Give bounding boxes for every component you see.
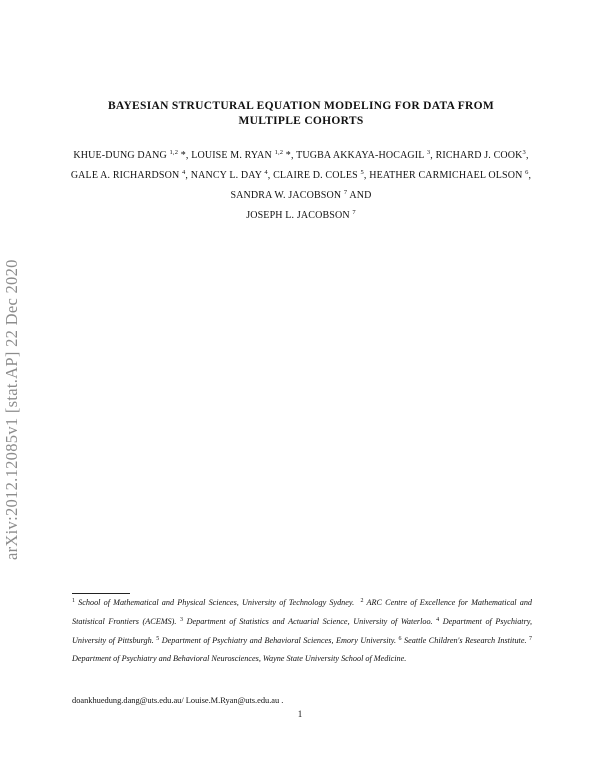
author [436, 150, 529, 161]
affiliation-number: 2 [360, 598, 364, 604]
author-separator: , [525, 150, 529, 161]
author-list [68, 146, 534, 226]
author-name: RICHARD J. COOK [435, 150, 523, 161]
affiliation-text: Department of Psychiatry and Behavioral Neurosciences, Wayne State University School of Medicine. [72, 654, 407, 664]
author-separator: *, [283, 150, 297, 161]
author-affiliation-marker: 4 [182, 169, 186, 176]
author [73, 150, 191, 161]
author-affiliation-marker: 5 [360, 169, 364, 176]
author-name: JOSEPH L. JACOBSON [246, 210, 350, 221]
affiliation-number: 6 [398, 635, 402, 642]
author-separator: , [528, 170, 532, 181]
author [191, 170, 273, 181]
affiliation-text: Department of Psychiatry, University of Pittsburgh. [72, 616, 532, 645]
title-line-2: MULTIPLE COHORTS [238, 115, 364, 127]
author-separator: , [185, 170, 191, 181]
author [71, 170, 191, 181]
author-affiliation-marker: 1,2 [169, 149, 179, 156]
author-separator: , [430, 150, 436, 161]
author [296, 150, 435, 161]
author [230, 190, 371, 201]
corresponding-emails[interactable]: doankhuedung.dang@uts.edu.au/ Louise.M.Ryan@uts.edu.au . [72, 696, 284, 705]
author [273, 170, 369, 181]
author-name: NANCY L. DAY [190, 170, 262, 181]
affiliation-text: ARC Centre of Excellence for Mathematical and Statistical Frontiers (ACEMS). [72, 598, 533, 626]
affiliation-text: School of Mathematical and Physical Sciences, University of Technology Sydney. [78, 598, 355, 607]
author-affiliation-marker: 3 [426, 149, 431, 156]
author-separator: AND [347, 190, 372, 201]
author-name: TUGBA AKKAYA-HOCAGIL [296, 150, 425, 161]
affiliation-number: 3 [180, 616, 183, 623]
author-affiliation-marker: 6 [525, 169, 529, 176]
author-separator: *, [178, 150, 192, 161]
arxiv-watermark: arXiv:2012.12085v1 [stat.AP] 22 Dec 2020 [2, 259, 21, 560]
page-number: 1 [297, 709, 303, 719]
author-affiliation-marker: 4 [264, 169, 268, 176]
author-name: CLAIRE D. COLES [273, 170, 358, 181]
affiliation-number: 7 [529, 635, 532, 642]
author-affiliation-marker: 3 [522, 149, 526, 156]
author-affiliation-marker: 7 [352, 209, 356, 216]
author-affiliation-marker: 1,2 [274, 149, 284, 156]
author-separator: , [363, 170, 370, 181]
affiliation-number: 5 [156, 635, 160, 642]
affiliation-text: Department of Statistics and Actuarial Science, University of Waterloo. [186, 616, 433, 626]
author-name: LOUISE M. RYAN [191, 150, 272, 161]
author [246, 210, 356, 221]
author [369, 170, 531, 181]
affiliations-footnote [72, 594, 532, 669]
affiliation-text: Department of Psychiatry and Behavioral Sciences, Emory University. [161, 635, 397, 645]
author-name: KHUE-DUNG DANG [73, 150, 167, 161]
author-affiliation-marker: 7 [343, 189, 348, 196]
author-name: GALE A. RICHARDSON [70, 170, 180, 181]
paper-title [60, 99, 542, 129]
affiliation-number: 1 [72, 598, 75, 604]
title-line-1: BAYESIAN STRUCTURAL EQUATION MODELING FOR DATA FROM [107, 100, 495, 112]
author-name: SANDRA W. JACOBSON [230, 190, 342, 201]
author-name: HEATHER CARMICHAEL OLSON [369, 170, 523, 181]
author-separator: , [267, 170, 274, 181]
affiliation-number: 4 [436, 616, 440, 623]
affiliation-text: Seattle Children's Research Institute. [404, 635, 527, 645]
author [191, 150, 296, 161]
